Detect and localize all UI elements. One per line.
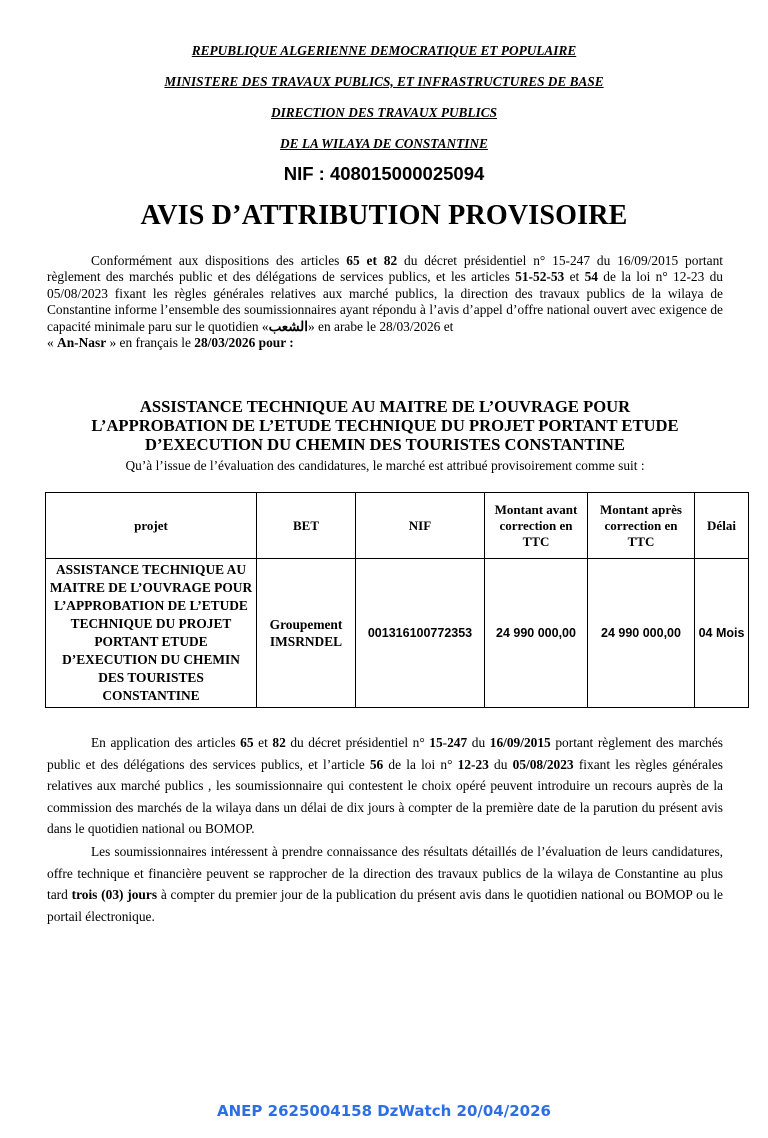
para-text: du décret présidentiel n° <box>285 735 430 750</box>
cell-projet: ASSISTANCE TECHNIQUE AU MAITRE DE L’OUVRAGE POUR L’APPROBATION DE L’ETUDE TECHNIQUE DU PROJET PORTANT ETUDE D’EXECUTION DU CHEMIN DES TOURISTES CONSTANTINE <box>46 559 257 708</box>
col-header-bet: BET <box>257 493 356 559</box>
notice-title: AVIS D’ATTRIBUTION PROVISOIRE <box>140 200 628 231</box>
intro-bold: 65 et 82 <box>346 253 398 268</box>
para-bold: 56 <box>369 756 384 772</box>
subject-line: ASSISTANCE TECHNIQUE AU MAITRE DE L’OUVRAGE POUR <box>139 397 631 416</box>
intro-bold: 51-52-53 <box>515 269 565 285</box>
para-bold: 82 <box>272 735 286 750</box>
cell-montant-apres: 24 990 000,00 <box>588 559 695 708</box>
intro-text: pour : <box>255 335 294 351</box>
col-header-nif: NIF <box>356 493 485 559</box>
consultation-paragraph <box>47 841 723 927</box>
subject-line: D’EXECUTION DU CHEMIN DES TOURISTES CONSTANTINE <box>145 435 625 454</box>
intro-text: « <box>47 335 58 351</box>
para-text: En application des articles <box>91 735 241 750</box>
intro-text: Conformément aux dispositions des articles <box>91 253 347 268</box>
para-text: du <box>488 756 513 772</box>
intro-text: » en français le <box>106 335 195 351</box>
recourse-paragraph <box>47 732 723 840</box>
intro-text: du décret présidentiel n° 15-247 du 16/09/2015 portant règlement des marchés public et des délégations de services publics, et les articles <box>47 253 723 285</box>
para-bold: 15 <box>429 735 443 750</box>
cell-delai: 04 Mois <box>695 559 749 708</box>
para-bold: 247 <box>447 735 468 750</box>
newspaper-french: An-Nasr <box>57 335 107 351</box>
para-text: à compter du premier jour de la publication du présent avis dans le quotidien national ou BOMOP ou le portail électronique. <box>47 887 723 924</box>
table-row <box>46 559 749 708</box>
para-text: fixant les règles générales relatives aux marché publics , les soumissionnaire qui contestent le choix opéré peuvent introduire un recours auprès de la commission des marchés de la wilaya dans un délai de dix jours à compter de la première date de la parution du présent avis dans le quotidien national ou BOMOP. <box>47 756 723 837</box>
cell-nif: 001316100772353 <box>356 559 485 708</box>
para-bold: trois (03) jours <box>71 887 158 903</box>
para-text: Les soumissionnaires intéressent à prendre connaissance des résultats détaillés de l’évaluation de leurs candidatures, offre technique et financière peuvent se rapprocher de la direction des travaux publics de la wilaya de Constantine au plus tard <box>47 844 723 903</box>
header-wilaya: DE LA WILAYA DE CONSTANTINE <box>280 136 488 151</box>
col-header-montant-apres: Montant après correction en TTC <box>588 493 695 559</box>
para-text: et <box>253 735 273 750</box>
para-bold: 65 <box>240 735 254 750</box>
intro-date: 28/03/2026 <box>194 335 256 351</box>
intro-text: » en arabe le 28/03/2026 et <box>307 318 454 334</box>
table-header-row <box>46 493 749 559</box>
cell-montant-avant: 24 990 000,00 <box>485 559 588 708</box>
intro-paragraph <box>47 253 723 351</box>
para-bold: 16/09/2015 <box>489 735 551 750</box>
col-header-delai: Délai <box>695 493 749 559</box>
subject-line: L’APPROBATION DE L’ETUDE TECHNIQUE DU PROJET PORTANT ETUDE <box>91 416 679 435</box>
intro-text: de la loi n° 12-23 du 05/08/2023 fixant les règles générales relatives aux marché publics, la direction des travaux publics de la wilaya de Constantine informe l’ensemble des soumissionnaires ayant répondu à l’avis d’appel d’offre national ouvert avec exigence de capacité minimale paru sur le quotidien « <box>47 269 724 334</box>
newspaper-arabic: الشعب <box>268 318 308 334</box>
header-direction: DIRECTION DES TRAVAUX PUBLICS <box>271 105 497 120</box>
publication-footer: ANEP 2625004158 DzWatch 20/04/2026 <box>217 1102 551 1120</box>
col-header-montant-avant: Montant avant correction en TTC <box>485 493 588 559</box>
header-republic: REPUBLIQUE ALGERIENNE DEMOCRATIQUE ET POPULAIRE <box>191 43 577 58</box>
para-bold: 12-23 <box>457 756 489 772</box>
col-header-projet: projet <box>46 493 257 559</box>
intro-bold: 54 <box>584 269 598 285</box>
intro-text: et <box>564 269 585 285</box>
header-ministry: MINISTERE DES TRAVAUX PUBLICS, ET INFRASTRUCTURES DE BASE <box>164 74 604 89</box>
cell-bet: Groupement IMSRNDEL <box>257 559 356 708</box>
project-subject <box>47 397 723 454</box>
letterhead <box>0 35 768 159</box>
para-text: - <box>442 735 448 750</box>
attribution-table <box>45 492 749 708</box>
para-text: du <box>467 735 490 750</box>
nif-number: NIF : 408015000025094 <box>283 163 485 184</box>
evaluation-line: Qu’à l’issue de l’évaluation des candidatures, le marché est attribué provisoirement comme suit : <box>125 458 645 473</box>
para-text: portant règlement des marchés public et des délégations des services publics, et l’article <box>47 735 723 772</box>
para-bold: 05/08/2023 <box>512 756 574 772</box>
para-text: de la loi n° <box>383 756 458 772</box>
